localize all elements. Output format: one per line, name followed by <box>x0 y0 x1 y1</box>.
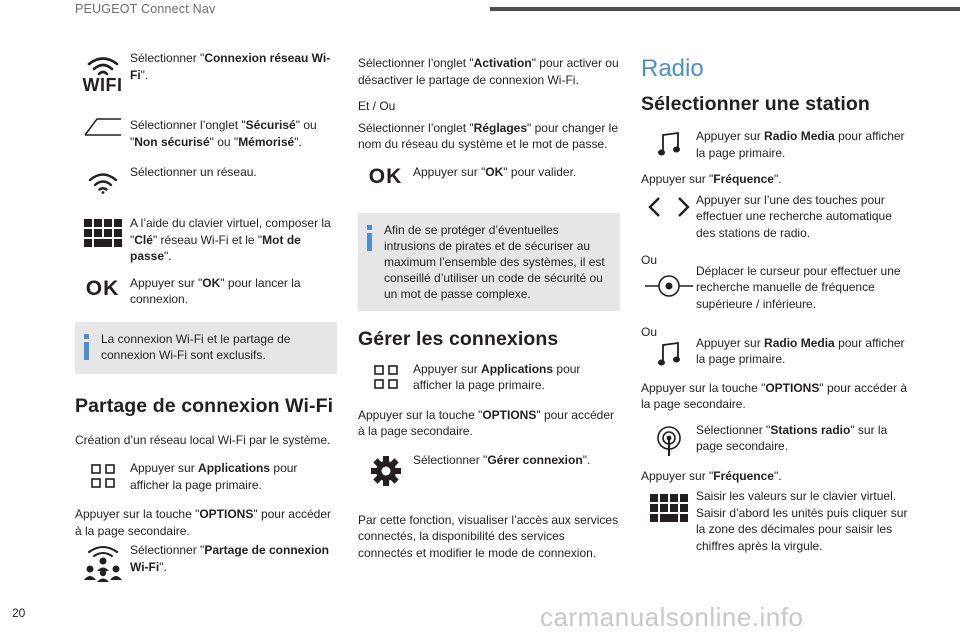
step-radio-media <box>641 128 911 161</box>
page-number: 20 <box>12 606 26 620</box>
keyboard-icon <box>641 488 696 522</box>
and-or-text: Et / Ou <box>358 99 396 113</box>
chapter-title: Radio <box>641 55 704 82</box>
step-wifi-network <box>75 51 337 95</box>
wifi-signal-icon <box>75 164 130 194</box>
wifi-share-icon <box>75 542 130 582</box>
radio-station-icon <box>641 422 696 456</box>
options-paragraph: Appuyer sur la touche "OPTIONS" pour accéder à la page secondaire. <box>75 507 331 538</box>
section-heading: Partage de connexion Wi-Fi <box>75 394 334 417</box>
step-text: Appuyer sur Applications pour afficher la page primaire. <box>130 461 298 492</box>
or-text: Ou <box>641 325 658 339</box>
keyboard-icon <box>75 215 130 247</box>
frequency-paragraph: Appuyer sur "Fréquence". <box>641 172 782 186</box>
step-radio-stations <box>641 422 911 456</box>
step-text: Sélectionner un réseau. <box>130 165 257 179</box>
step-text: Sélectionner "Gérer connexion". <box>413 452 591 467</box>
prev-next-icon <box>641 192 696 218</box>
applications-icon <box>75 460 130 488</box>
ok-icon <box>75 275 130 301</box>
watermark: carmanualsonline.info <box>540 602 804 632</box>
step-select-network <box>75 164 337 194</box>
step-text-line-2: Saisir d’abord les unités puis cliquer sur la zone des décimales pour saisir les chiffres après la virgule. <box>696 505 908 553</box>
tab-icon <box>75 117 130 137</box>
step-enter-key <box>75 215 337 265</box>
ok-icon-label: OK <box>85 276 120 300</box>
step-ok-validate <box>358 164 620 189</box>
info-box <box>75 322 337 374</box>
applications-icon <box>358 361 413 389</box>
or-text: Ou <box>641 253 658 267</box>
column-3 <box>641 50 911 554</box>
step-radio-media-2 <box>641 335 911 368</box>
options-paragraph: Appuyer sur la touche "OPTIONS" pour accéder à la page secondaire. <box>358 407 614 438</box>
music-note-icon <box>641 335 696 367</box>
step-text: Appuyer sur Radio Media pour afficher la page primaire. <box>696 335 905 366</box>
step-text: Appuyer sur "OK" pour lancer la connexion. <box>130 275 301 306</box>
step-text: Appuyer sur Radio Media pour afficher la page primaire. <box>696 129 905 160</box>
frequency-paragraph: Appuyer sur "Fréquence". <box>641 468 782 483</box>
gear-icon <box>358 452 413 486</box>
step-text: Déplacer le curseur pour effectuer une recherche manuelle de fréquence supérieure / inférieure. <box>696 263 901 311</box>
step-text: A l’aide du clavier virtuel, composer la "Clé" réseau Wi-Fi et le "Mot de passe". <box>130 216 331 263</box>
step-text <box>696 488 911 554</box>
step-text: Sélectionner "Partage de connexion Wi-Fi". <box>130 543 330 574</box>
step-text-line-1: Saisir les valeurs sur le clavier virtuel. <box>696 489 897 503</box>
info-box <box>358 213 620 311</box>
step-text: Sélectionner "Connexion réseau Wi-Fi". <box>130 51 331 82</box>
step-select-tab <box>75 117 337 150</box>
step-text: Sélectionner l’onglet "Sécurisé" ou "Non sécurisé" ou "Mémorisé". <box>130 118 317 149</box>
wifi-icon-label: WIFI <box>82 75 123 95</box>
activation-paragraph: Sélectionner l’onglet "Activation" pour activer ou désactiver le partage de connexion Wi-Fi. <box>358 56 619 87</box>
header-bar <box>490 7 960 11</box>
slider-icon <box>641 263 696 299</box>
info-text: La connexion Wi-Fi et le partage de connexion Wi-Fi sont exclusifs. <box>101 331 291 362</box>
section-heading: Gérer les connexions <box>358 327 559 350</box>
step-auto-search <box>641 192 911 242</box>
step-enter-values <box>641 488 911 554</box>
step-text: Appuyer sur l’une des touches pour effectuer une recherche automatique des stations de radio. <box>696 192 892 240</box>
section-intro: Création d’un réseau local Wi-Fi par le système. <box>75 432 331 447</box>
step-manual-search <box>641 263 911 313</box>
settings-paragraph: Sélectionner l’onglet "Réglages" pour changer le nom du réseau du système et le mot de passe. <box>358 120 619 151</box>
step-manage-connection <box>358 452 620 486</box>
step-share-connection <box>75 542 337 582</box>
step-text: Appuyer sur Applications pour afficher la page primaire. <box>413 361 581 392</box>
final-paragraph: Par cette fonction, visualiser l’accès aux services connectés, la disponibilité des services connectés et modifier le mode de connexion. <box>358 512 619 560</box>
step-applications <box>358 361 620 394</box>
step-ok-connect <box>75 275 337 308</box>
running-header: PEUGEOT Connect Nav <box>75 2 216 16</box>
music-note-icon <box>641 128 696 157</box>
ok-icon <box>358 164 413 189</box>
info-text: Afin de se protéger d’éventuelles intrusions de pirates et de sécuriser au maximum l’ensemble des systèmes, il est conseillé d’utiliser un code de sécurité ou un mot de passe complexe. <box>384 222 605 301</box>
step-text: Sélectionner "Stations radio" sur la page secondaire. <box>696 422 888 453</box>
column-2 <box>358 50 620 561</box>
info-icon <box>83 334 95 365</box>
ok-icon-label: OK <box>368 164 403 188</box>
step-applications <box>75 460 337 493</box>
column-1 <box>75 50 337 582</box>
wifi-icon <box>75 56 130 94</box>
step-text: Appuyer sur "OK" pour valider. <box>413 164 577 179</box>
section-heading: Sélectionner une station <box>641 93 870 115</box>
options-paragraph: Appuyer sur la touche "OPTIONS" pour accéder à la page secondaire. <box>641 380 908 411</box>
info-icon <box>366 225 378 256</box>
